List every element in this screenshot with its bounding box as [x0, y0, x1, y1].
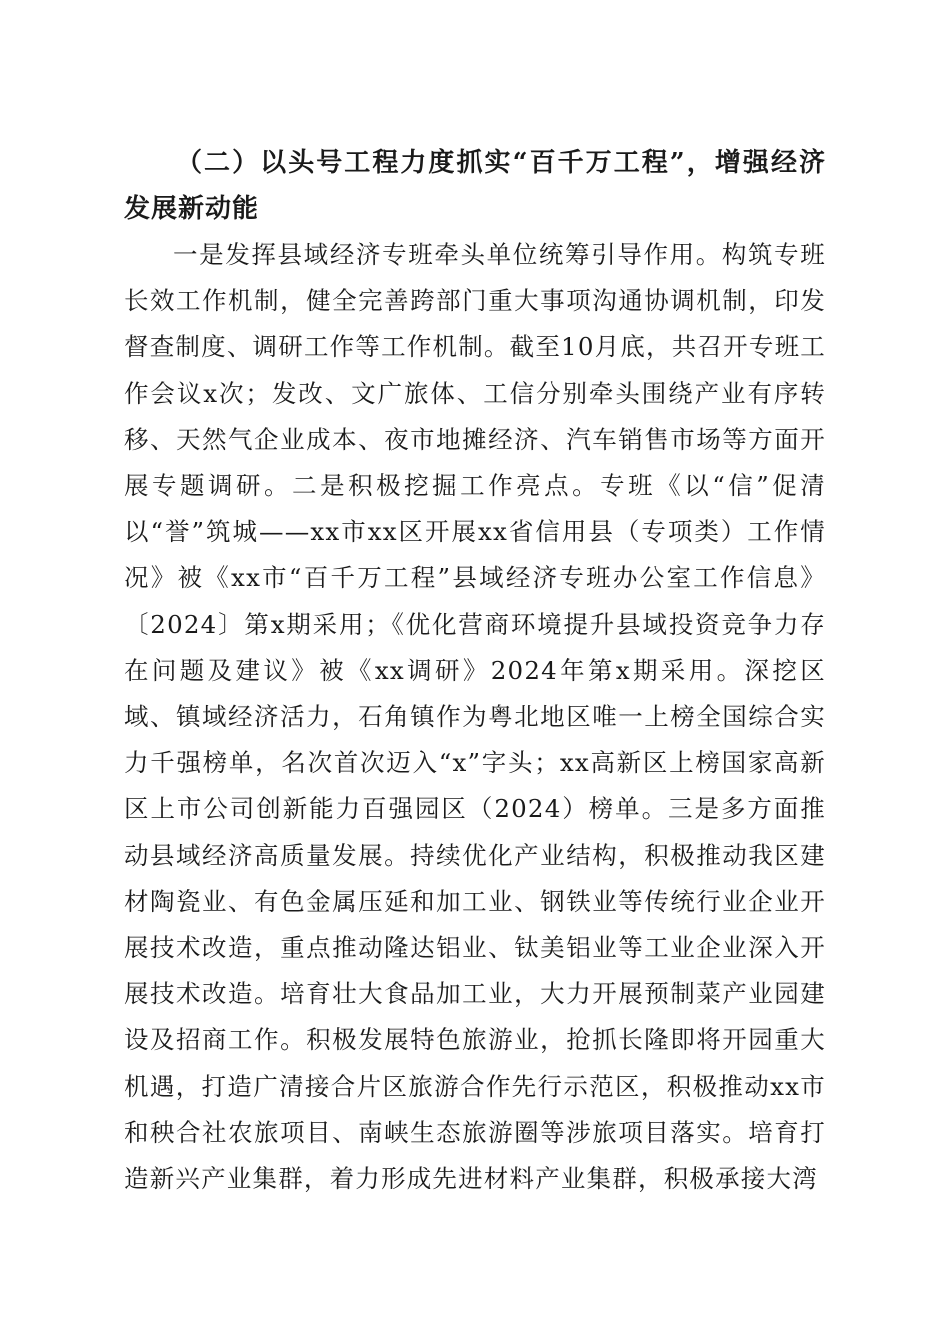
body-paragraph: 一是发挥县域经济专班牵头单位统筹引导作用。构筑专班长效工作机制，健全完善跨部门重大事项沟通协调机制，印发督查制度、调研工作等工作机制。截至10月底，共召开专班工作会议x次；发改、文广旅体、工信分别牵头围绕产业有序转移、天然气企业成本、夜市地摊经济、汽车销售市场等方面开展专题调研。二是积极挖掘工作亮点。专班《以“信”促清以“誉”筑城——xx市xx区开展xx省信用县（专项类）工作情况》被《xx市“百千万工程”县域经济专班办公室工作信息》〔2024〕第x期采用；《优化营商环境提升县域投资竞争力存在问题及建议》被《xx调研》2024年第x期采用。深挖区域、镇域经济活力，石角镇作为粤北地区唯一上榜全国综合实力千强榜单，名次首次迈入“x”字头；xx高新区上榜国家高新区上市公司创新能力百强园区（2024）榜单。三是多方面推动县域经济高质量发展。持续优化产业结构，积极推动我区建材陶瓷业、有色金属压延和加工业、钢铁业等传统行业企业开展技术改造，重点推动隆达铝业、钛美铝业等工业企业深入开展技术改造。培育壮大食品加工业，大力开展预制菜产业园建设及招商工作。积极发展特色旅游业，抢抓长隆即将开园重大机遇，打造广清接合片区旅游合作先行示范区，积极推动xx市和秧合社农旅项目、南峡生态旅游圈等涉旅项目落实。培育打造新兴产业集群，着力形成先进材料产业集群，积极承接大湾	[124, 240, 826, 1194]
document-body	[124, 140, 826, 1202]
section-heading: （二）以头号工程力度抓实“百千万工程”，增强经济发展新动能	[124, 148, 826, 224]
